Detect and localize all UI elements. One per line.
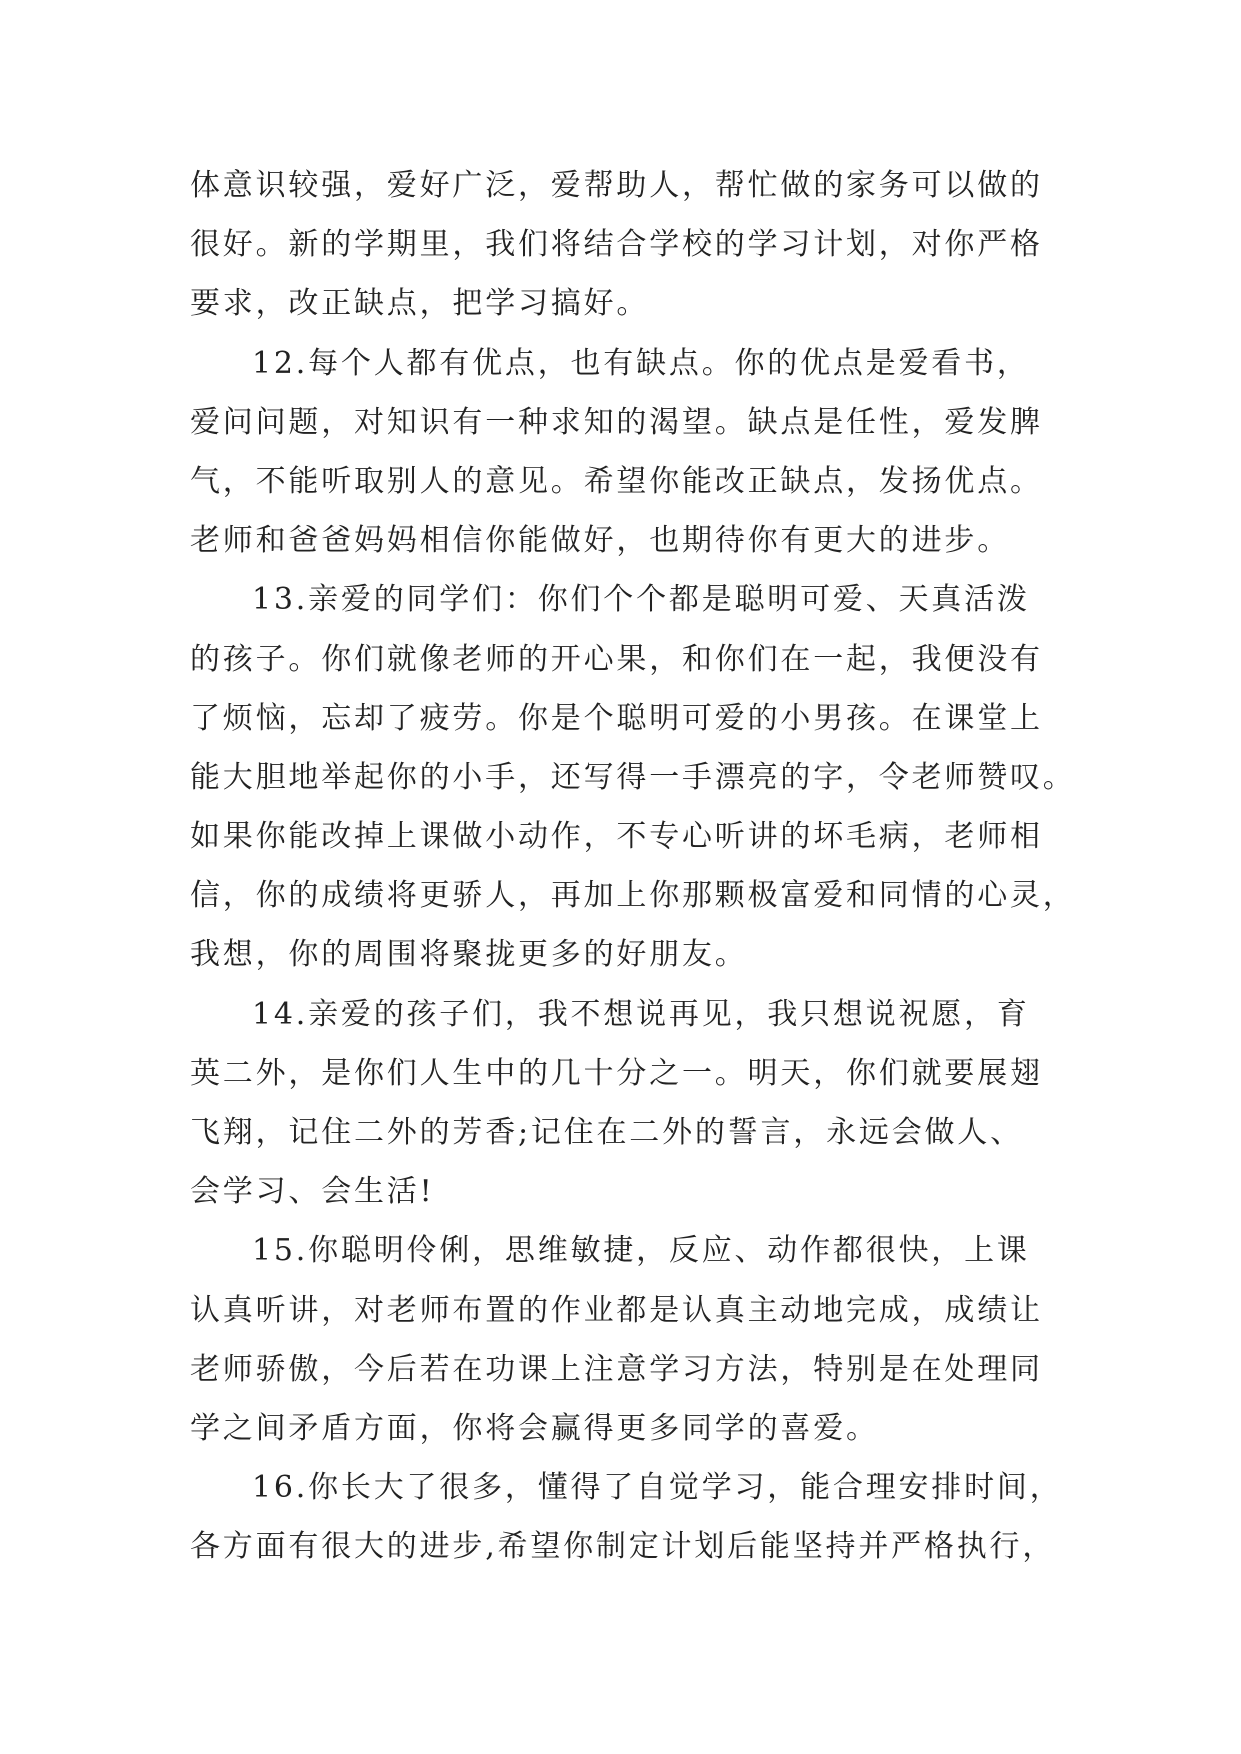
text-line: 爱问问题，对知识有一种求知的渴望。缺点是任性，爱发脾 [190,404,1043,440]
text-line: 的孩子。你们就像老师的开心果，和你们在一起，我便没有 [190,641,1043,677]
text-line: 老师骄傲，今后若在功课上注意学习方法，特别是在处理同 [190,1351,1043,1387]
text-line: 能大胆地举起你的小手，还写得一手漂亮的字，令老师赞叹。 [190,759,1076,795]
text-line: 很好。新的学期里，我们将结合学校的学习计划，对你严格 [190,227,1043,263]
text-line: 英二外，是你们人生中的几十分之一。明天，你们就要展翅 [190,1055,1043,1091]
text-line: 各方面有很大的进步,希望你制定计划后能坚持并严格执行， [190,1529,1056,1565]
text-line: 气，不能听取别人的意见。希望你能改正缺点，发扬优点。 [190,463,1043,499]
paragraph-13-start: 13.亲爱的同学们：你们个个都是聪明可爱、天真活泼 [252,582,1030,618]
paragraph-15-start: 15.你聪明伶俐，思维敏捷，反应、动作都很快，上课 [252,1233,1030,1269]
text-line: 要求，改正缺点，把学习搞好。 [190,286,650,322]
text-line: 信，你的成绩将更骄人，再加上你那颗极富爱和同情的心灵， [190,878,1076,914]
paragraph-12-start: 12.每个人都有优点，也有缺点。你的优点是爱看书， [252,345,1030,381]
text-line: 我想，你的周围将聚拢更多的好朋友。 [190,937,748,973]
text-line: 会学习、会生活! [190,1174,435,1210]
text-line: 学之间矛盾方面，你将会赢得更多同学的喜爱。 [190,1410,879,1446]
paragraph-14-start: 14.亲爱的孩子们，我不想说再见，我只想说祝愿，育 [252,996,1030,1032]
text-line: 了烦恼，忘却了疲劳。你是个聪明可爱的小男孩。在课堂上 [190,700,1043,736]
text-line: 飞翔，记住二外的芳香;记住在二外的誓言，永远会做人、 [190,1115,1023,1150]
text-line: 体意识较强，爱好广泛，爱帮助人，帮忙做的家务可以做的 [190,168,1043,203]
paragraph-16-start: 16.你长大了很多，懂得了自觉学习，能合理安排时间， [252,1470,1063,1506]
text-line: 老师和爸爸妈妈相信你能做好，也期待你有更大的进步。 [190,523,1010,559]
text-line: 认真听讲，对老师布置的作业都是认真主动地完成，成绩让 [190,1292,1043,1328]
document-body [190,156,1076,1577]
text-line: 如果你能改掉上课做小动作，不专心听讲的坏毛病，老师相 [190,819,1043,855]
